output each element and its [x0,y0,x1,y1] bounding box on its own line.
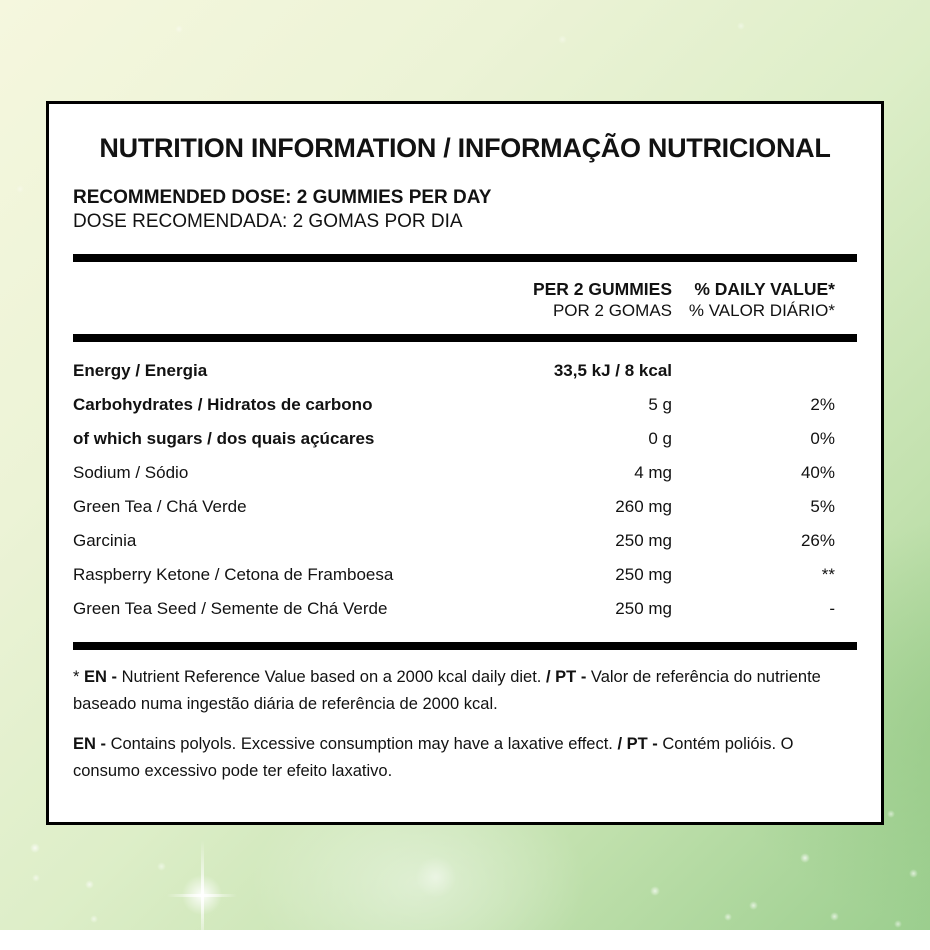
header-dv-column [672,278,857,322]
sparkle-dot [16,185,24,193]
recommended-dose [73,186,857,234]
header-amount-pt: POR 2 GOMAS [552,301,672,320]
nutrient-dv: 5% [810,497,835,516]
sparkle-dot [85,880,94,889]
nutrient-amount: 4 mg [634,463,672,482]
nutrient-name: Energy / Energia [73,361,208,380]
nutrient-amount: 250 mg [615,531,672,550]
footnote-nrv [73,664,857,718]
nutrient-dv: 2% [810,395,835,414]
divider-bar-bottom [73,642,857,650]
nutrient-dv: - [829,599,835,618]
nutrient-amount: 5 g [648,395,672,414]
footnote-en-text: Contains polyols. Excessive consumption may have a laxative effect. [106,735,618,753]
nutrient-table [73,354,857,626]
nutrient-amount: 250 mg [615,599,672,618]
sparkle-dot [749,901,758,910]
nutrient-amount: 250 mg [615,565,672,584]
sparkle-dot [737,22,745,30]
sparkle-dot [90,915,98,923]
sparkle-dot [650,886,660,896]
nutrient-amount: 33,5 kJ / 8 kcal [553,361,672,380]
sparkle-dot [887,810,895,818]
footnote-pt-label: / PT - [617,735,658,753]
column-headers [73,278,857,322]
footnote-pt-label: / PT - [545,668,587,686]
sparkle-dot [415,856,457,898]
sparkle-dot [175,25,183,33]
nutrient-name: Carbohydrates / Hidratos de carbono [73,395,373,414]
footnote-en-label: EN - [73,735,106,753]
header-amount-en: PER 2 GUMMIES [532,279,672,299]
header-dv-en: % DAILY VALUE* [694,279,835,299]
nutrient-amount: 0 g [648,429,672,448]
sparkle-dot [157,862,166,871]
footnote-pt-text: Valor de referência do nutriente baseado numa ingestão diária de referência de 2000 kcal. [73,668,821,713]
table-row-energy [73,354,857,388]
nutrient-name: Garcinia [73,531,137,550]
sparkle-dot [32,874,40,882]
table-row-garcinia [73,524,857,558]
header-amount-column [507,278,672,322]
nutrient-dv: 0% [810,429,835,448]
table-row-green-tea [73,490,857,524]
footnote-pt-text: Contém polióis. O consumo excessivo pode ter efeito laxativo. [73,735,794,780]
sparkle-dot [830,912,839,921]
sparkle-dot [558,35,567,44]
sparkle-dot [724,913,732,921]
footnote-en-text: Nutrient Reference Value based on a 2000 kcal daily diet. [117,668,546,686]
page-title: NUTRITION INFORMATION / INFORMAÇÃO NUTRICIONAL [99,133,831,163]
sparkle-dot [909,869,918,878]
table-row-sugars [73,422,857,456]
footnote-asterisk: * [73,668,85,686]
nutrient-name: Raspberry Ketone / Cetona de Framboesa [73,565,394,584]
sparkle-dot [894,920,902,928]
nutrient-name: Green Tea / Chá Verde [73,497,247,516]
nutrient-amount: 260 mg [615,497,672,516]
table-row-carbohydrates [73,388,857,422]
divider-bar-middle [73,334,857,342]
recommended-dose-pt: DOSE RECOMENDADA: 2 GOMAS POR DIA [73,211,463,232]
recommended-dose-en: RECOMMENDED DOSE: 2 GUMMIES PER DAY [73,187,492,208]
table-row-raspberry-ketone [73,558,857,592]
sparkle-dot [30,843,40,853]
nutrition-label-card [46,101,884,825]
divider-bar-top [73,254,857,262]
sparkle-dot [800,853,810,863]
footnote-en-label: EN - [84,668,118,686]
header-dv-pt: % VALOR DIÁRIO* [688,301,835,320]
footnote-polyols [73,731,857,785]
nutrient-name: of which sugars / dos quais açúcares [73,429,375,448]
nutrient-dv: ** [821,565,835,584]
nutrient-dv: 40% [800,463,835,482]
table-row-green-tea-seed [73,592,857,626]
nutrient-dv: 26% [800,531,835,550]
table-row-sodium [73,456,857,490]
nutrient-name: Sodium / Sódio [73,463,189,482]
nutrient-name: Green Tea Seed / Semente de Chá Verde [73,599,388,618]
